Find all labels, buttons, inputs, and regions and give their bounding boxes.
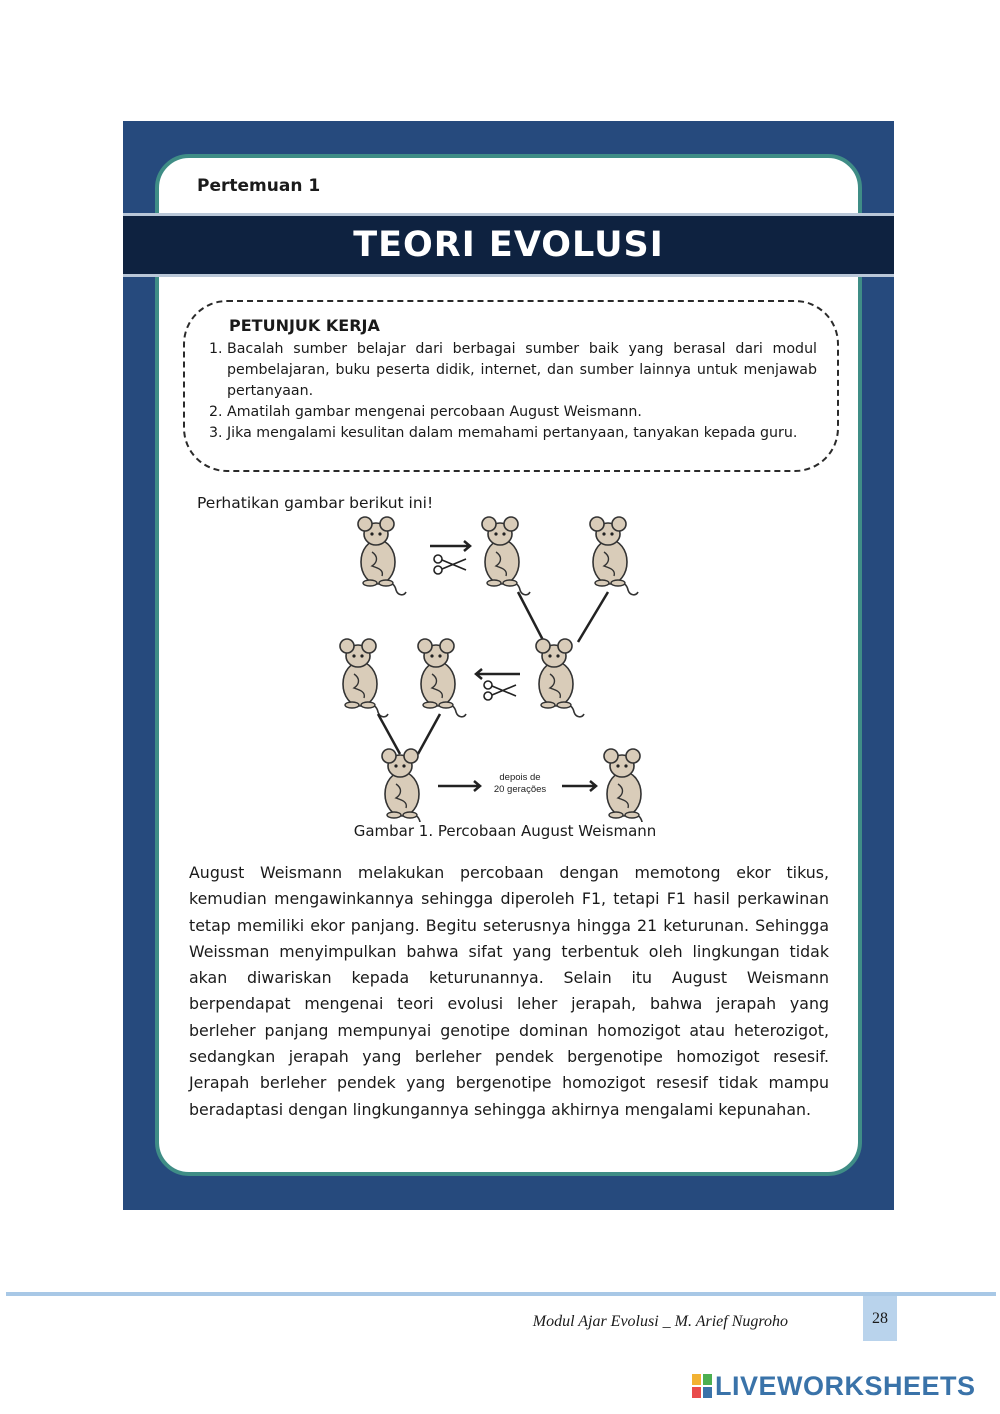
instruction-item xyxy=(209,402,817,423)
arrow-right-icon xyxy=(562,781,596,791)
instruction-number: 2. xyxy=(209,404,223,420)
instruction-text: Amatilah gambar mengenai percobaan August Weismann. xyxy=(227,404,642,420)
mouse-icon xyxy=(604,749,652,822)
connector-line xyxy=(518,592,544,642)
footer-module-title: Modul Ajar Evolusi _ M. Arief Nugroho xyxy=(532,1313,788,1330)
body-paragraph: August Weismann melakukan percobaan dengan memotong ekor tikus, kemudian mengawinkannya sehingga diperoleh F1, tetapi F1 hasil perkawinan tetap memiliki ekor panjang. Begitu seterusnya hingga 21 keturunan. Sehingga Weissman menyimpulkan bahwa sifat yang terbentuk oleh lingkungan tidak akan diwariskan kepada keturunannya. Selain itu August Weismann berpendapat mengenai teori evolusi leher jerapah, bahwa jerapah yang berleher panjang mempunyai genotipe dominan homozigot atau heterozigot, sedangkan jerapah yang berleher pendek bergenotipe homozigot resesif. Jerapah berleher pendek yang bergenotipe homozigot resesif tidak mampu beradaptasi dengan lingkungannya sehingga akhirnya mengalami kepunahan. xyxy=(189,863,829,1119)
mouse-icon xyxy=(418,639,466,717)
instruction-number: 1. xyxy=(209,341,223,357)
connector-line xyxy=(578,592,608,642)
mouse-icon xyxy=(482,517,530,595)
generation-label: depois de xyxy=(499,772,541,783)
instructions-box xyxy=(183,300,839,472)
mouse-icon xyxy=(358,517,406,595)
title-banner xyxy=(123,213,894,277)
arrow-right-icon xyxy=(438,781,480,791)
meeting-label: Pertemuan 1 xyxy=(197,176,321,196)
scissors-icon xyxy=(484,681,516,700)
page-title: TEORI EVOLUSI xyxy=(353,225,664,265)
figure-caption: Gambar 1. Percobaan August Weismann xyxy=(353,822,657,840)
liveworksheets-logo-icon xyxy=(692,1374,712,1398)
instructions-title: PETUNJUK KERJA xyxy=(229,316,380,335)
mouse-icon xyxy=(536,639,584,717)
weismann-diagram xyxy=(330,516,680,822)
arrow-left-icon xyxy=(476,669,520,679)
connector-line xyxy=(378,714,400,754)
page-number: 28 xyxy=(863,1296,897,1341)
footer-divider xyxy=(6,1292,996,1296)
instruction-item xyxy=(209,423,817,444)
mouse-icon xyxy=(382,749,430,822)
instruction-number: 3. xyxy=(209,425,223,441)
instruction-text: Bacalah sumber belajar dari berbagai sumber baik yang berasal dari modul pembelajaran, buku peserta didik, internet, dan sumber lainnya untuk menjawab pertanyaan. xyxy=(227,341,817,399)
liveworksheets-wordmark: LIVEWORKSHEETS xyxy=(715,1371,976,1401)
generation-label: 20 gerações xyxy=(493,784,547,795)
instruction-item xyxy=(209,339,817,402)
mouse-icon xyxy=(340,639,388,717)
scissors-icon xyxy=(434,555,466,574)
observe-prompt: Perhatikan gambar berikut ini! xyxy=(197,494,434,512)
instruction-text: Jika mengalami kesulitan dalam memahami pertanyaan, tanyakan kepada guru. xyxy=(227,425,798,441)
instructions-list xyxy=(209,339,817,444)
connector-line xyxy=(418,714,440,754)
arrow-right-icon xyxy=(430,541,470,551)
mouse-icon xyxy=(590,517,638,595)
